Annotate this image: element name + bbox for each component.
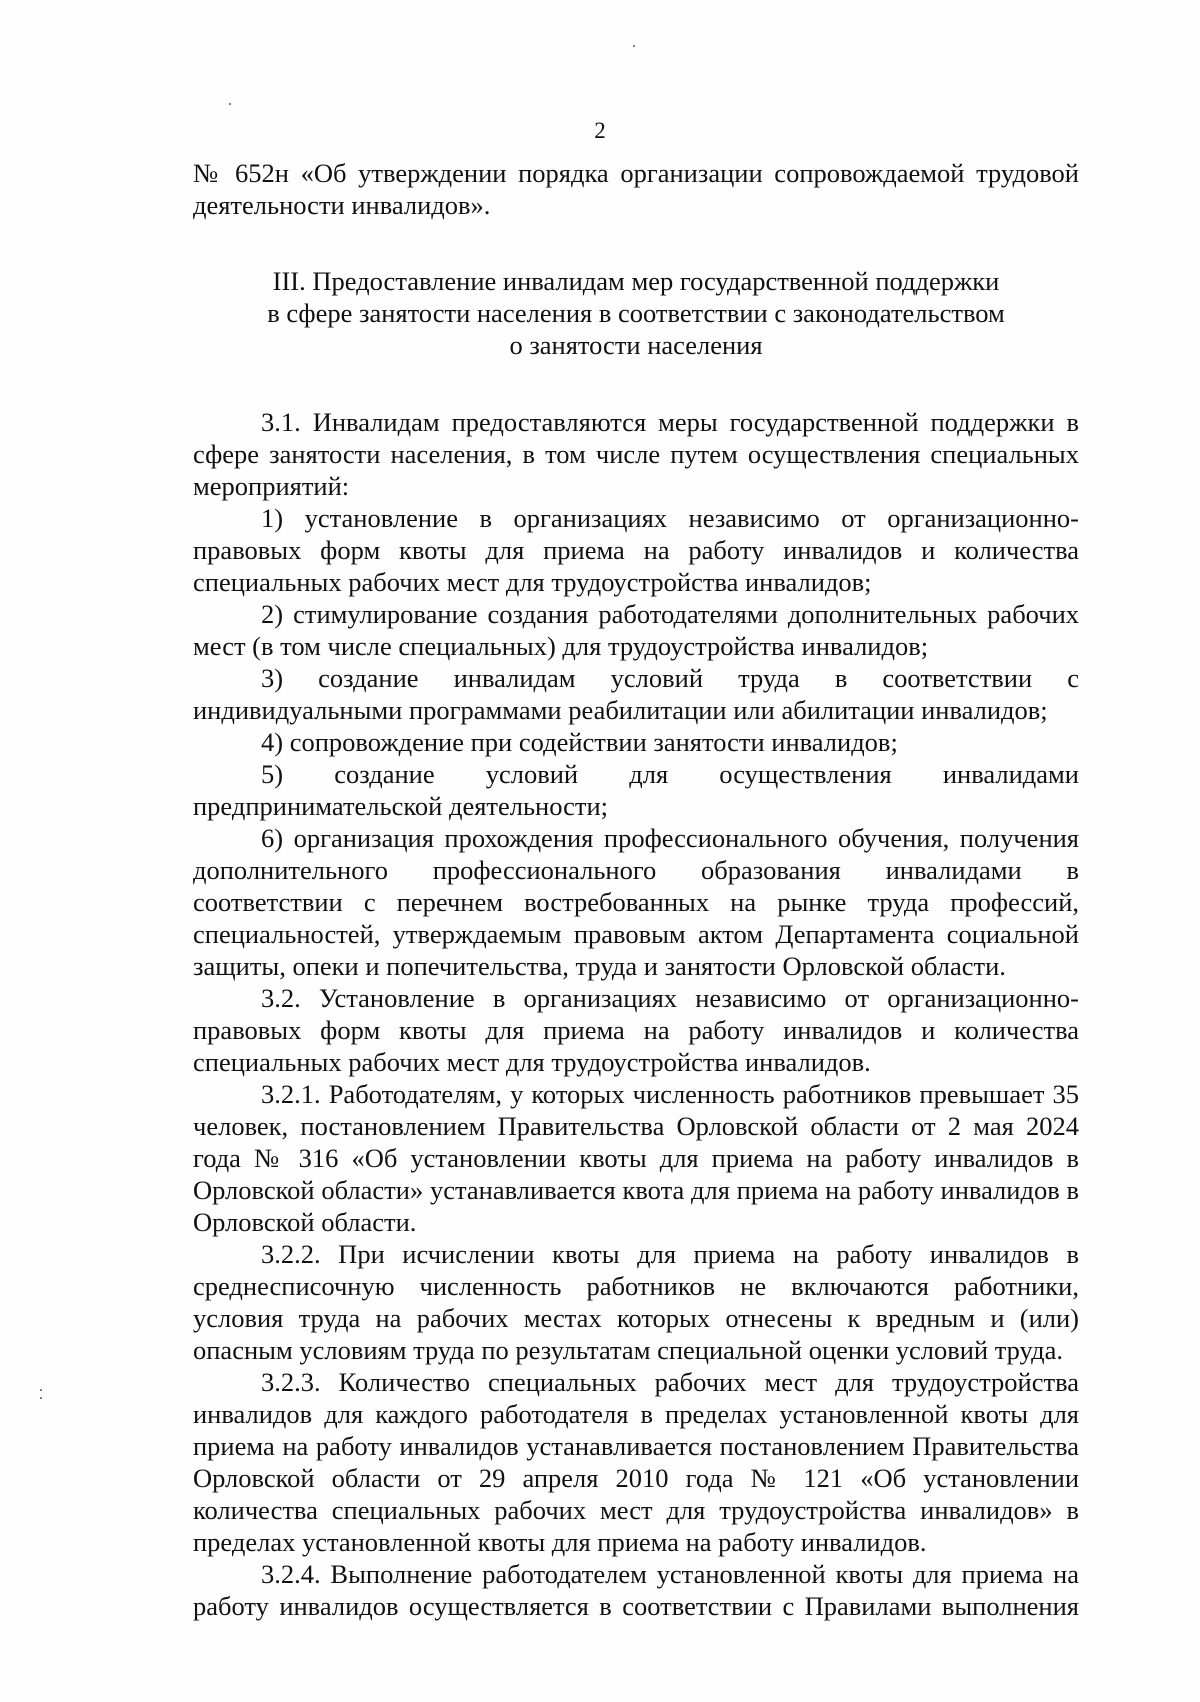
- clause-3-2-1: 3.2.1. Работодателям, у которых численность работников превышает 35 человек, постановлением Правительства Орловской области от 2 мая 2024 года № 316 «Об установлении квоты для приема на работу инвалидов в Орловской области» устанавливается квота для приема на работу инвалидов в Орловской области.: [193, 1079, 1079, 1237]
- scan-speck: [40, 1389, 42, 1391]
- section-heading-line: в сфере занятости населения в соответствии с законодательством: [267, 298, 1005, 328]
- section-heading-line: III. Предоставление инвалидам мер государственной поддержки: [272, 266, 1000, 296]
- list-item-6: 6) организация прохождения профессионального обучения, получения дополнительного профессионального образования инвалидами в соответствии с перечнем востребованных на рынке труда профессий, специальностей, утверждаемым правовым актом Департамента социальной защиты, опеки и попечительства, труда и занятости Орловской области.: [193, 823, 1079, 981]
- clause-3-2-4: 3.2.4. Выполнение работодателем установленной квоты для приема на работу инвалидов осуществляется в соответствии с Правилами выполнения: [193, 1559, 1079, 1621]
- clause-3-2-3: 3.2.3. Количество специальных рабочих мест для трудоустройства инвалидов для каждого работодателя в пределах установленной квоты для приема на работу инвалидов устанавливается постановлением Правительства Орловской области от 29 апреля 2010 года № 121 «Об установлении количества специальных рабочих мест для трудоустройства инвалидов» в пределах установленной квоты для приема на работу инвалидов.: [193, 1367, 1079, 1557]
- clause-3-2-2: 3.2.2. При исчислении квоты для приема на работу инвалидов в среднесписочную численность работников не включаются работники, условия труда на рабочих местах которых отнесены к вредным и (или) опасным условиям труда по результатам специальной оценки условий труда.: [193, 1239, 1079, 1365]
- list-item-4: 4) сопровождение при содействии занятости инвалидов;: [261, 727, 898, 757]
- document-body: [193, 157, 1079, 1622]
- list-item-1: 1) установление в организациях независимо от организационно-правовых форм квоты для приема на работу инвалидов и количества специальных рабочих мест для трудоустройства инвалидов;: [193, 503, 1079, 597]
- scan-speck: [40, 1397, 42, 1399]
- intro-paragraph: № 652н «Об утверждении порядка организации сопровождаемой трудовой деятельности инвалидов».: [193, 158, 1079, 220]
- section-heading: [193, 265, 1079, 361]
- scan-speck: [229, 103, 231, 105]
- list-item-3: 3) создание инвалидам условий труда в соответствии с индивидуальными программами реабилитации или абилитации инвалидов;: [193, 663, 1079, 725]
- scan-speck: [633, 45, 635, 47]
- clause-3-2: 3.2. Установление в организациях независимо от организационно-правовых форм квоты для приема на работу инвалидов и количества специальных рабочих мест для трудоустройства инвалидов.: [193, 983, 1079, 1077]
- list-item-2: 2) стимулирование создания работодателями дополнительных рабочих мест (в том числе специальных) для трудоустройства инвалидов;: [193, 599, 1079, 661]
- page-number: 2: [594, 118, 606, 143]
- section-heading-line: о занятости населения: [509, 330, 763, 360]
- clause-3-1: 3.1. Инвалидам предоставляются меры государственной поддержки в сфере занятости населения, в том числе путем осуществления специальных мероприятий:: [193, 407, 1079, 501]
- list-item-5: 5) создание условий для осуществления инвалидами предпринимательской деятельности;: [193, 759, 1079, 821]
